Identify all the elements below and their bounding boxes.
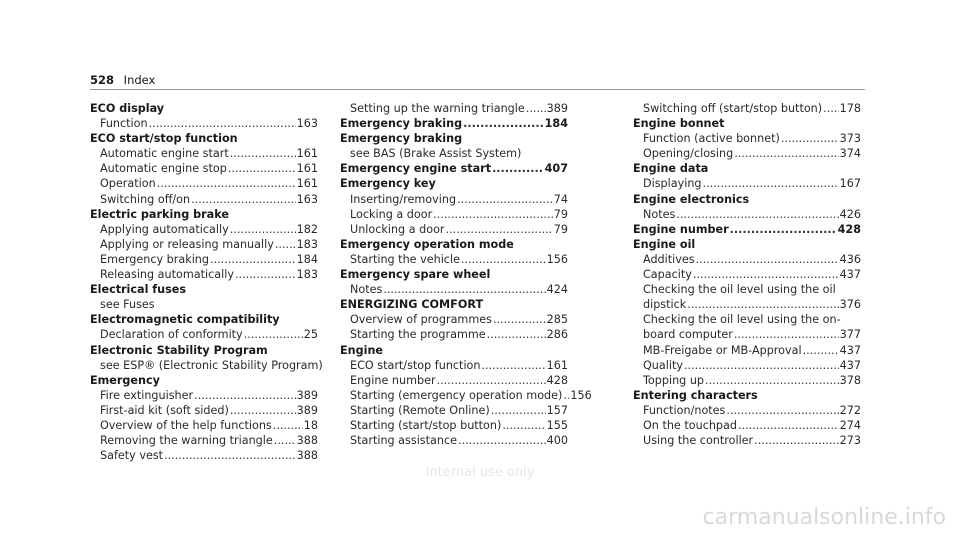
index-entry-text: Electrical fuses (90, 283, 187, 297)
page-ref[interactable]: 389 (546, 102, 568, 115)
index-entry-text: Notes (350, 283, 383, 297)
index-entry-text: MB-Freigabe or MB-Approval (643, 343, 802, 357)
leader-dots (457, 192, 553, 207)
index-entry[interactable] (633, 146, 861, 161)
index-entry-text: dipstick (643, 298, 687, 312)
index-heading (633, 161, 861, 176)
index-entry-text: Engine number (350, 373, 436, 387)
leader-dots (754, 433, 838, 448)
index-entry-text: Using the controller (643, 434, 754, 448)
leader-dots (493, 312, 546, 327)
leader-dots (676, 207, 838, 222)
page-ref[interactable]: 389 (296, 403, 318, 417)
leader-dots (157, 176, 296, 191)
index-entry-text: Engine data (633, 162, 709, 176)
index-entry-text: Automatic engine start (100, 147, 229, 161)
index-entry-text: Function (active bonnet) (643, 132, 780, 146)
index-entry-text: First-aid kit (soft sided) (100, 403, 229, 417)
index-entry[interactable] (340, 192, 568, 207)
index-entry-text: Locking a door (350, 207, 433, 221)
index-heading (90, 343, 318, 358)
page-ref[interactable]: 428 (837, 222, 861, 236)
leader-dots (687, 297, 838, 312)
leader-dots (164, 448, 296, 463)
index-entry-text: ECO display (90, 102, 165, 115)
index-entry-text: Operation (100, 177, 156, 191)
index-entry-text: Emergency braking (340, 117, 463, 131)
index-entry-text: Starting the programme (350, 328, 486, 342)
page-ref[interactable]: 377 (839, 328, 861, 342)
leader-dots (803, 343, 839, 358)
page-ref[interactable]: 156 (546, 252, 568, 266)
index-entry[interactable] (633, 297, 861, 312)
index-entry[interactable] (90, 388, 318, 403)
leader-dots (491, 403, 546, 418)
page-ref[interactable]: 161 (546, 358, 568, 372)
index-entry[interactable] (633, 267, 861, 282)
index-entry-text: Emergency braking (100, 252, 209, 266)
index-entry-text: Overview of programmes (350, 313, 492, 327)
index-entry[interactable] (90, 222, 318, 237)
leader-dots (235, 267, 296, 282)
leader-dots (230, 146, 296, 161)
leader-dots (823, 101, 839, 116)
index-entry-text: Automatic engine stop (100, 162, 227, 176)
page-ref[interactable]: 436 (839, 252, 861, 266)
index-entry (633, 312, 861, 327)
page-ref[interactable]: 437 (839, 268, 861, 282)
watermark: carmanualsonline.info (702, 505, 946, 530)
index-entry[interactable] (633, 327, 861, 342)
page-ref[interactable]: 426 (839, 207, 861, 221)
page-ref[interactable]: 407 (544, 162, 568, 176)
index-entry[interactable] (633, 373, 861, 388)
page-ref[interactable]: 79 (553, 207, 568, 221)
page-ref[interactable]: 178 (839, 102, 861, 115)
page-ref[interactable]: 183 (296, 237, 318, 251)
index-column-1 (90, 101, 323, 463)
page-ref[interactable]: 161 (296, 147, 318, 161)
index-entry-text: Capacity (643, 268, 692, 282)
index-entry[interactable] (90, 176, 318, 191)
index-entry[interactable] (633, 358, 861, 373)
leader-dots (726, 403, 838, 418)
index-entry[interactable] (633, 131, 861, 146)
page-ref[interactable]: 163 (296, 192, 318, 206)
index-entry-text: Safety vest (100, 449, 164, 463)
index-entry-text: Switching off (start/stop button) (643, 102, 823, 115)
index-entry[interactable] (340, 358, 568, 373)
index-heading (340, 131, 568, 146)
leader-dots (210, 252, 296, 267)
index-heading (340, 176, 568, 191)
index-entry-text: Emergency (90, 373, 160, 387)
index-column-2 (340, 101, 592, 448)
index-entry[interactable] (90, 192, 318, 207)
leader-dots (244, 327, 303, 342)
index-entry-text: Function (100, 117, 148, 131)
index-entry-text: Function/notes (643, 403, 726, 417)
index-entry[interactable] (633, 343, 861, 358)
leader-dots (738, 418, 839, 433)
index-entry-text: Emergency spare wheel (340, 268, 491, 282)
leader-dots (433, 207, 553, 222)
index-entry[interactable] (90, 237, 318, 252)
index-entry-text: Emergency braking (340, 132, 463, 146)
page-ref[interactable]: 167 (839, 177, 861, 191)
leader-dots (705, 373, 839, 388)
index-entry[interactable] (340, 403, 568, 418)
page-ref[interactable]: 18 (303, 418, 318, 432)
page-ref[interactable]: 274 (839, 418, 861, 432)
leader-dots (482, 358, 546, 373)
footer-note: Internal use only (425, 465, 535, 480)
leader-dots (230, 403, 296, 418)
leader-dots (684, 358, 839, 373)
leader-dots (563, 388, 569, 403)
index-entry-text: Inserting/removing (350, 192, 457, 206)
index-entry[interactable] (90, 418, 318, 433)
index-entry-text: see Fuses (100, 298, 155, 312)
index-entry-text: Emergency key (340, 177, 436, 191)
index-entry[interactable] (340, 207, 568, 222)
page-ref[interactable]: 155 (546, 418, 568, 432)
index-entry-text: On the touchpad (643, 418, 737, 432)
page-ref[interactable]: 161 (296, 177, 318, 191)
index-entry-text: Engine bonnet (633, 117, 725, 131)
index-entry (633, 282, 861, 297)
leader-dots (487, 327, 546, 342)
leader-dots (734, 327, 839, 342)
index-entry-text: Displaying (643, 177, 702, 191)
index-entry[interactable] (633, 101, 861, 116)
index-entry-text: Engine oil (633, 237, 696, 251)
leader-dots (734, 146, 838, 161)
header-divider (90, 89, 865, 90)
index-entry[interactable] (90, 116, 318, 131)
index-entry-text: Opening/closing (643, 147, 734, 161)
index-entry[interactable] (633, 252, 861, 267)
page-ref[interactable]: 184 (296, 252, 318, 266)
leader-dots (446, 222, 553, 237)
index-heading (633, 116, 861, 131)
index-heading (90, 207, 318, 222)
index-entry[interactable] (633, 418, 861, 433)
index-heading (340, 343, 568, 358)
leader-dots (781, 131, 839, 146)
leader-dots (228, 161, 296, 176)
index-entry-text: Fire extinguisher (100, 388, 194, 402)
index-entry-text: Checking the oil level using the on- (643, 313, 841, 327)
index-heading[interactable] (633, 222, 861, 237)
index-entry[interactable] (90, 146, 318, 161)
page-ref[interactable]: 285 (546, 313, 568, 327)
leader-dots (383, 282, 545, 297)
index-entry[interactable] (340, 418, 568, 433)
index-entry-text: Applying automatically (100, 222, 229, 236)
leader-dots (273, 418, 303, 433)
index-entry[interactable] (90, 252, 318, 267)
index-entry-text: Starting (Remote Online) (350, 403, 490, 417)
index-entry[interactable] (90, 448, 318, 463)
page-ref[interactable]: 182 (296, 222, 318, 236)
page-number: 528 (90, 73, 115, 87)
leader-dots (461, 252, 546, 267)
page-ref[interactable]: 389 (296, 388, 318, 402)
leader-dots (437, 373, 546, 388)
index-heading (90, 282, 318, 297)
index-entry-text: board computer (643, 328, 733, 342)
index-heading (90, 131, 318, 146)
page-ref[interactable]: 272 (839, 403, 861, 417)
page-ref[interactable]: 374 (839, 147, 861, 161)
index-entry[interactable] (90, 327, 318, 342)
index-heading (90, 373, 318, 388)
index-entry-text: Quality (643, 358, 683, 372)
page-ref[interactable]: 156 (570, 388, 592, 402)
index-entry-text: Overview of the help functions (100, 418, 272, 432)
index-entry-text: Engine electronics (633, 192, 750, 206)
page-ref[interactable]: 376 (839, 298, 861, 312)
index-entry-text: Entering characters (633, 388, 758, 402)
index-entry-text: see BAS (Brake Assist System) (350, 147, 522, 161)
page-ref[interactable]: 437 (839, 358, 861, 372)
leader-dots (458, 433, 546, 448)
index-entry-text: Notes (643, 207, 676, 221)
page-ref[interactable]: 373 (839, 132, 861, 146)
index-column-3 (633, 101, 861, 448)
index-entry-text: Switching off/on (100, 192, 191, 206)
index-entry-text: see ESP® (Electronic Stability Program) (100, 358, 323, 372)
index-entry-text: Unlocking a door (350, 222, 445, 236)
index-entry[interactable] (90, 161, 318, 176)
index-entry-text: ECO start/stop function (350, 358, 481, 372)
index-entry (340, 146, 568, 161)
leader-dots (230, 222, 296, 237)
leader-dots (274, 433, 296, 448)
page-ref[interactable]: 286 (546, 328, 568, 342)
index-entry-text: Removing the warning triangle (100, 434, 273, 448)
index-entry-text: ENERGIZING COMFORT (340, 298, 484, 312)
page-ref[interactable]: 424 (546, 283, 568, 297)
index-entry (90, 297, 318, 312)
leader-dots (696, 252, 839, 267)
index-entry[interactable] (90, 433, 318, 448)
index-entry-text: Electronic Stability Program (90, 343, 268, 357)
index-heading (90, 312, 318, 327)
index-entry-text: Starting (start/stop button) (350, 418, 502, 432)
index-heading (340, 297, 568, 312)
page-ref[interactable]: 74 (553, 192, 568, 206)
index-entry-text: ECO start/stop function (90, 132, 238, 146)
page-ref[interactable]: 378 (839, 373, 861, 387)
page-ref[interactable]: 388 (296, 434, 318, 448)
leader-dots (463, 116, 544, 131)
index-entry-text: Engine number (633, 222, 729, 236)
index-entry-text: Applying or releasing manually (100, 237, 274, 251)
index-heading[interactable] (340, 161, 568, 176)
index-entry[interactable] (90, 403, 318, 418)
index-entry-text: Setting up the warning triangle (350, 102, 525, 115)
leader-dots (191, 192, 296, 207)
index-heading (633, 192, 861, 207)
index-entry[interactable] (633, 403, 861, 418)
leader-dots (703, 176, 839, 191)
index-entry-text: Emergency engine start (340, 162, 492, 176)
page-ref[interactable]: 79 (553, 222, 568, 236)
index-entry[interactable] (340, 433, 568, 448)
index-entry[interactable] (340, 373, 568, 388)
leader-dots (492, 161, 544, 176)
index-entry[interactable] (340, 222, 568, 237)
index-entry (90, 358, 323, 373)
index-entry[interactable] (340, 282, 568, 297)
page-ref[interactable]: 163 (296, 117, 318, 131)
page-header (90, 73, 155, 87)
page-ref[interactable]: 183 (296, 268, 318, 282)
page-ref[interactable]: 388 (296, 449, 318, 463)
index-entry[interactable] (340, 327, 568, 342)
index-heading (90, 101, 318, 116)
index-entry[interactable] (340, 388, 592, 403)
index-entry[interactable] (340, 252, 568, 267)
leader-dots (693, 267, 839, 282)
index-heading[interactable] (340, 116, 568, 131)
index-entry-text: Emergency operation mode (340, 237, 514, 251)
index-entry-text: Starting the vehicle (350, 252, 460, 266)
page-section-title: Index (123, 73, 156, 87)
index-entry[interactable] (340, 312, 568, 327)
index-heading (633, 237, 861, 252)
index-entry-text: Engine (340, 343, 384, 357)
index-entry[interactable] (633, 176, 861, 191)
index-heading (633, 388, 861, 403)
index-entry-text: Starting assistance (350, 434, 458, 448)
index-entry-text: Additives (643, 252, 695, 266)
leader-dots (194, 388, 296, 403)
index-entry-text: Electromagnetic compatibility (90, 313, 280, 327)
page-ref[interactable]: 437 (839, 343, 861, 357)
index-entry[interactable] (633, 207, 861, 222)
leader-dots (526, 101, 546, 116)
page-ref[interactable]: 428 (546, 373, 568, 387)
index-heading (340, 237, 568, 252)
page-ref[interactable]: 157 (546, 403, 568, 417)
index-entry-text: Releasing automatically (100, 268, 234, 282)
index-heading (340, 267, 568, 282)
page-ref[interactable]: 273 (839, 434, 861, 448)
index-entry-text: Electric parking brake (90, 207, 229, 221)
page-ref[interactable]: 25 (303, 328, 318, 342)
index-entry-text: Declaration of conformity (100, 328, 243, 342)
leader-dots (502, 418, 545, 433)
index-entry[interactable] (340, 101, 568, 116)
index-entry-text: Topping up (643, 373, 705, 387)
page-ref[interactable]: 400 (546, 434, 568, 448)
leader-dots (730, 222, 837, 237)
index-entry-text: Checking the oil level using the oil (643, 283, 836, 297)
page-ref[interactable]: 184 (544, 117, 568, 131)
index-entry-text: Starting (emergency operation mode) (350, 388, 563, 402)
leader-dots (149, 116, 296, 131)
index-entry[interactable] (633, 433, 861, 448)
page-ref[interactable]: 161 (296, 162, 318, 176)
leader-dots (275, 237, 296, 252)
index-entry[interactable] (90, 267, 318, 282)
